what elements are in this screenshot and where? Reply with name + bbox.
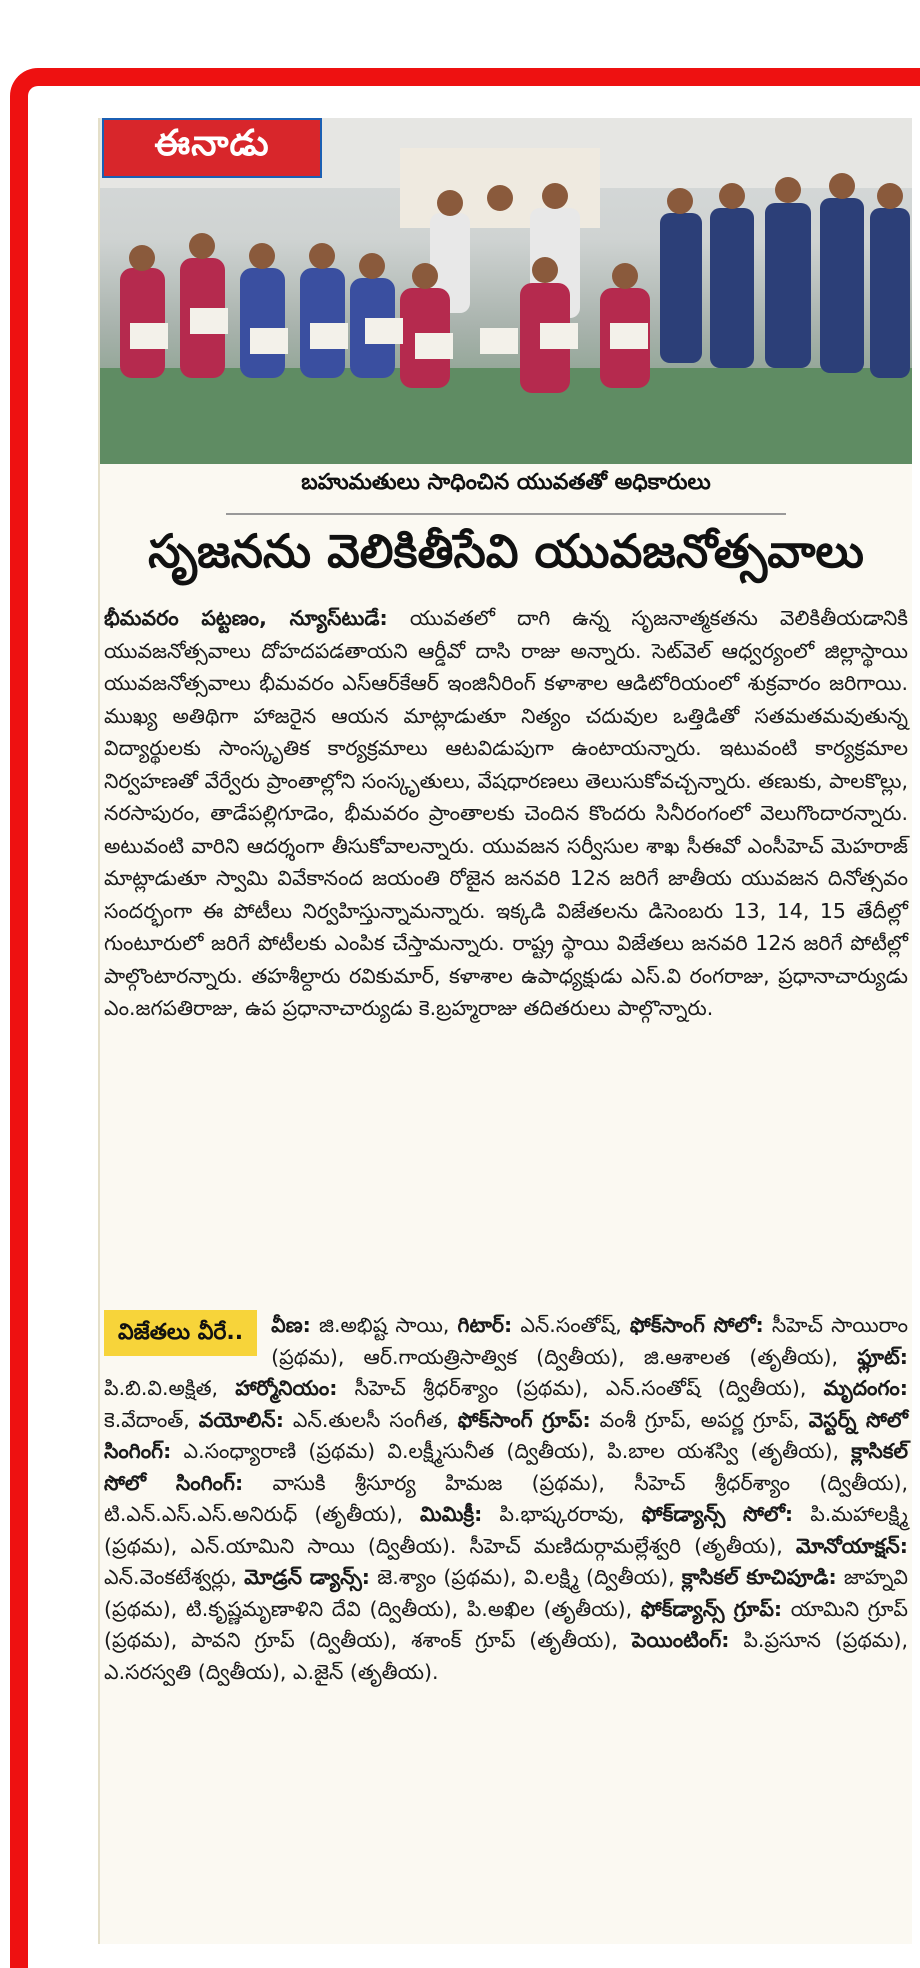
- winner-category: గిటార్:: [457, 1313, 513, 1337]
- article-text: యువతలో దాగి ఉన్న సృజనాత్మకతను వెలికితీయడానికి యువజనోత్సవాలు దోహదపడతాయని ఆర్డీవో దాసి రాజు అన్నారు. సెట్‌వెల్ ఆధ్వర్యంలో జిల్లాస్థాయి యువజనోత్సవాలు భీమవరం ఎస్ఆర్‌కేఆర్ ఇంజినీరింగ్ కళాశాల ఆడిటోరియంలో శుక్రవారం జరిగాయి. ముఖ్య అతిథిగా హాజరైన ఆయన మాట్లాడుతూ నిత్యం చదువుల ఒత్తిడితో సతమతమవుతున్న విద్యార్థులకు సాంస్కృతిక కార్యక్రమాలు ఆటవిడుపుగా ఉంటాయన్నారు. ఇటువంటి కార్యక్రమాల నిర్వహణతో వేర్వేరు ప్రాంతాల్లోని సంస్కృతులు, వేషధారణలు తెలుసుకోవచ్చన్నారు. తణుకు, పాలకొల్లు, నరసాపురం, తాడేపల్లిగూడెం, భీమవరం ప్రాంతాలకు చెందిన కొందరు సినీరంగంలో వెలుగొందారన్నారు. అటువంటి వారిని ఆదర్శంగా తీసుకోవాలన్నారు. యువజన సర్వీసుల శాఖ సీఈవో ఎంసీహెచ్ మెహరాజ్ మాట్లాడుతూ స్వామి వివేకానంద జయంతి రోజైన జనవరి 12న జరిగే జాతీయ యువజన దినోత్సవం సందర్భంగా ఈ పోటీలు నిర్వహిస్తున్నామన్నారు. ఇక్కడి విజేతలను డిసెంబరు 13, 14, 15 తేదీల్లో గుంటూరులో జరిగే పోటీలకు ఎంపిక చేస్తామన్నారు. రాష్ట్ర స్థాయి విజేతలు జనవరి 12న జరిగే పోటీల్లో పాల్గొంటారన్నారు. తహశీల్దారు రవికుమార్, కళాశాల ఉపాధ్యక్షుడు ఎస్.వి రంగరాజు, ప్రధానాచార్యుడు ఎం.జగపతిరాజు, ఉప ప్రధానాచార్యుడు కె.బ్రహ్మరాజు తదితరులు పాల్గొన్నారు.: [104, 606, 908, 1020]
- winner-category: పెయింటింగ్:: [631, 1628, 730, 1652]
- winner-names: సీహెచ్ సాయిరాం (ప్రథమ), ఆర్.గాయత్రిసాత్విక (ద్వితీయ), జి.ఆశాలత (తృతీయ),: [271, 1313, 908, 1369]
- winner-names: పి.ప్రసూన (ప్రథమ), ఎ.సరస్వతి (ద్వితీయ), ఎ.జైన్ (తృతీయ).: [104, 1628, 908, 1684]
- winner-names: పి.భాష్కరరావు,: [482, 1502, 642, 1526]
- winner-names: ఎన్.వెంకటేశ్వర్లు,: [104, 1565, 245, 1589]
- winner-names: ఎన్.తులసీ సంగీత,: [283, 1407, 458, 1432]
- winner-names: జాహ్నవి (ప్రథమ), టి.కృష్ణమృణాళిని దేవి (ద్వితీయ), పి.అఖిల (తృతీయ),: [104, 1565, 908, 1621]
- winner-names: యామిని గ్రూప్ (ప్రథమ), పావని గ్రూప్ (ద్వితీయ), శశాంక్ గ్రూప్ (తృతీయ),: [104, 1596, 908, 1652]
- winner-names: వాసుకి శ్రీసూర్య హిమజ (ప్రథమ), సీహెచ్ శ్రీధర్‌శ్యాం (ద్వితీయ), టి.ఎన్.ఎస్.ఎస్.అనిరుధ్ (తృతీయ),: [104, 1470, 908, 1526]
- winner-category: ఫ్లూట్:: [857, 1344, 908, 1369]
- winners-list: [104, 1313, 908, 1684]
- winner-names: పి.మహాలక్ష్మి (ప్రథమ), ఎన్.యామిని సాయి (ద్వితీయ). సీహెచ్ మణిదుర్గామల్లేశ్వరి (తృతీయ),: [104, 1502, 908, 1558]
- winner-category: మోడ్రన్ డ్యాన్స్:: [244, 1565, 371, 1589]
- winner-category: క్లాసికల్ సోలో సింగింగ్:: [104, 1439, 908, 1495]
- winner-names: వంశీ గ్రూప్, అపర్ణ గ్రూప్,: [590, 1407, 809, 1432]
- winners-box: [104, 1310, 908, 1688]
- photo-caption: బహుమతులు సాధించిన యువతతో అధికారులు: [301, 470, 711, 495]
- article-body: [104, 602, 908, 1025]
- winner-category: మృదంగం:: [823, 1376, 908, 1400]
- headline: సృజనను వెలికితీసేవి యువజనోత్సవాలు: [148, 524, 864, 578]
- winner-names: జి.అభిష్ట సాయి,: [310, 1313, 458, 1337]
- winner-category: క్లాసికల్ కూచిపూడి:: [681, 1565, 837, 1589]
- dateline: భీమవరం పట్టణం, న్యూస్‌టుడే:: [104, 606, 388, 630]
- winner-category: వెస్టర్న్ సోలో సింగింగ్:: [104, 1407, 909, 1463]
- winner-names: జె.శ్యాం (ప్రథమ), వి.లక్ష్మి (ద్వితీయ),: [370, 1565, 682, 1589]
- newspaper-clipping: [98, 118, 912, 1944]
- winner-category: ఫోక్‌డ్యాన్స్ గ్రూప్:: [640, 1596, 783, 1621]
- winner-category: వయోలిన్:: [198, 1407, 284, 1432]
- winner-names: ఎ.సంధ్యారాణి (ప్రథమ) వి.లక్ష్మీసునీత (ద్వితీయ), పి.బాల యశస్వి (తృతీయ),: [171, 1439, 852, 1463]
- winner-names: సీహెచ్ శ్రీధర్‌శ్యాం (ప్రథమ), ఎన్.సంతోష్ (ద్వితీయ),: [337, 1376, 824, 1400]
- winner-category: ఫోక్‌డ్యాన్స్ సోలో:: [641, 1502, 794, 1526]
- winner-names: పి.బి.వి.అక్షిత,: [104, 1376, 236, 1400]
- group-photo: [100, 118, 912, 464]
- winner-category: ఫోక్‌సాంగ్ సోలో:: [629, 1313, 764, 1337]
- winner-category: ఫోక్‌సాంగ్ గ్రూప్:: [457, 1407, 591, 1432]
- winner-category: మిమిక్రీ:: [420, 1502, 483, 1526]
- winners-tag: విజేతలు వీరే..: [104, 1310, 257, 1356]
- winner-category: మోనోయాక్షన్:: [795, 1533, 908, 1558]
- winner-category: వీణ:: [271, 1313, 311, 1337]
- winner-names: ఎన్.సంతోష్,: [512, 1313, 630, 1337]
- winner-names: కె.వేదాంత్,: [104, 1407, 199, 1432]
- eenadu-logo: ఈనాడు: [102, 118, 322, 178]
- winner-category: హార్మోనియం:: [235, 1376, 338, 1400]
- caption-divider: [226, 513, 786, 515]
